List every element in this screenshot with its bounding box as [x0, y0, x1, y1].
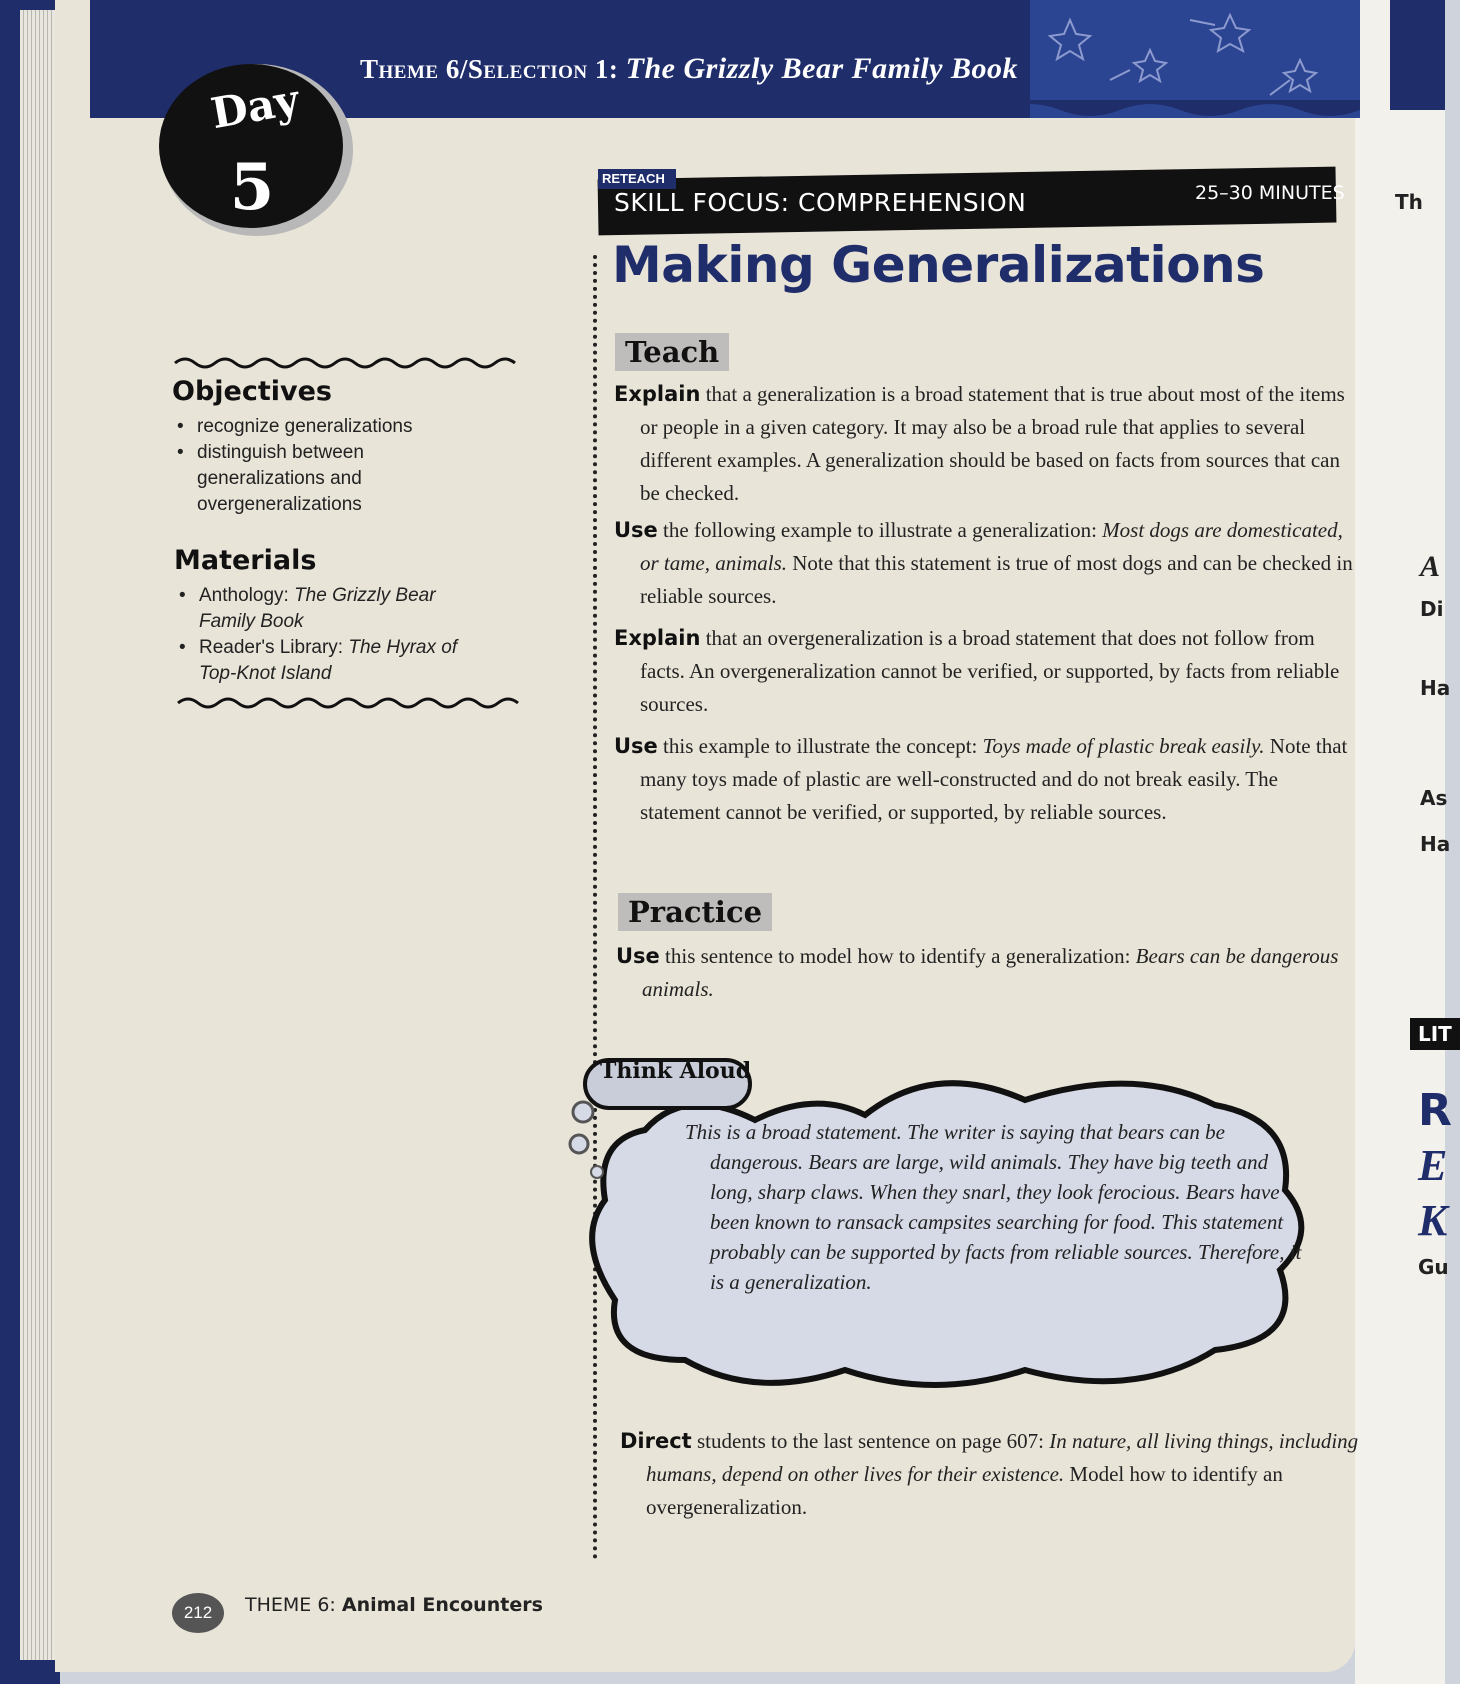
day-label: Day: [207, 74, 303, 139]
sidebar-divider-top: [175, 355, 505, 371]
list-item: • recognize generalizations: [177, 416, 413, 437]
right-page-fragment: K: [1418, 1196, 1448, 1245]
list-item: • distinguish between generalizations and overgeneralizations: [177, 442, 364, 515]
practice-paragraph: Use this sentence to model how to identify a generalization: Bears can be dangerous animals.: [616, 944, 1339, 1001]
direct-paragraph: Direct students to the last sentence on page 607: In nature, all living things, including humans, depend on other lives for their existence. Model how to identify an overgeneralization.: [620, 1429, 1359, 1519]
list-item: • Reader's Library: The Hyrax of Top-Knot Island: [179, 637, 458, 684]
think-aloud-label: Think Aloud: [600, 1058, 752, 1084]
theme-selection-header: [360, 52, 1060, 92]
right-page-fragment: Di: [1420, 597, 1444, 621]
right-page-fragment: Th: [1395, 190, 1423, 214]
materials-heading: Materials: [174, 545, 317, 576]
right-page-fragment: R: [1418, 1085, 1452, 1136]
list-item: • Anthology: The Grizzly Bear Family Book: [179, 585, 436, 632]
teach-paragraph: Explain that a generalization is a broad statement that is true about most of the items or people in a given category. It may also be a broad rule that applies to several different examples. A generalization should be based on facts from sources that can be checked.: [614, 382, 1345, 505]
right-page-fragment: LIT: [1410, 1018, 1460, 1050]
materials-list: [177, 583, 477, 687]
right-page-fragment: Gu: [1418, 1255, 1449, 1279]
footer-theme: THEME 6: Animal Encounters: [245, 1594, 543, 1616]
reteach-tag: RETEACH: [598, 169, 676, 189]
right-page-fragment: Ha: [1420, 832, 1451, 856]
right-page-fragment: A: [1420, 550, 1441, 583]
selection-title: The Grizzly Bear Family Book: [625, 52, 1018, 85]
theme-selection-label: Theme 6/Selection 1:: [360, 54, 619, 84]
objectives-heading: Objectives: [172, 376, 332, 407]
teach-heading: Teach: [615, 333, 729, 371]
day-number: 5: [229, 150, 275, 225]
teach-paragraph: Explain that an overgeneralization is a broad statement that does not follow from facts. An overgeneralization cannot be verified, or supported, by facts from reliable sources.: [614, 626, 1340, 716]
objectives-list: [175, 414, 475, 518]
page-title: Making Generalizations: [612, 236, 1265, 294]
right-page-fragment: E: [1418, 1141, 1448, 1190]
right-page-banner: [1390, 0, 1445, 110]
right-page-fragment: As: [1420, 786, 1448, 810]
practice-heading: Practice: [618, 893, 772, 931]
teach-paragraph: Use this example to illustrate the concept: Toys made of plastic break easily. Note that many toys made of plastic are well-constructed and do not break easily. The statement cannot be verified, or supported, by reliable sources.: [614, 734, 1348, 824]
duration-label: 25–30 MINUTES: [1195, 182, 1345, 204]
page-number: 212: [172, 1593, 224, 1633]
skill-focus-label: SKILL FOCUS: COMPREHENSION: [614, 188, 1027, 217]
think-aloud-text: This is a broad statement. The writer is saying that bears can be dangerous. Bears are large, wild animals. They have big teeth and long, sharp claws. When they snarl, they look ferocious. Bears have been known to ransack campsites searching for food. This statement probably can be supported by facts from reliable sources. Therefore, it is a generalization.: [685, 1120, 1302, 1294]
right-page-fragment: Ha: [1420, 676, 1451, 700]
sidebar-divider-bottom: [178, 695, 508, 711]
teach-paragraph: Use the following example to illustrate a generalization: Most dogs are domesticated, or tame, animals. Note that this statement is true of most dogs and can be checked in reliable sources.: [614, 518, 1353, 608]
